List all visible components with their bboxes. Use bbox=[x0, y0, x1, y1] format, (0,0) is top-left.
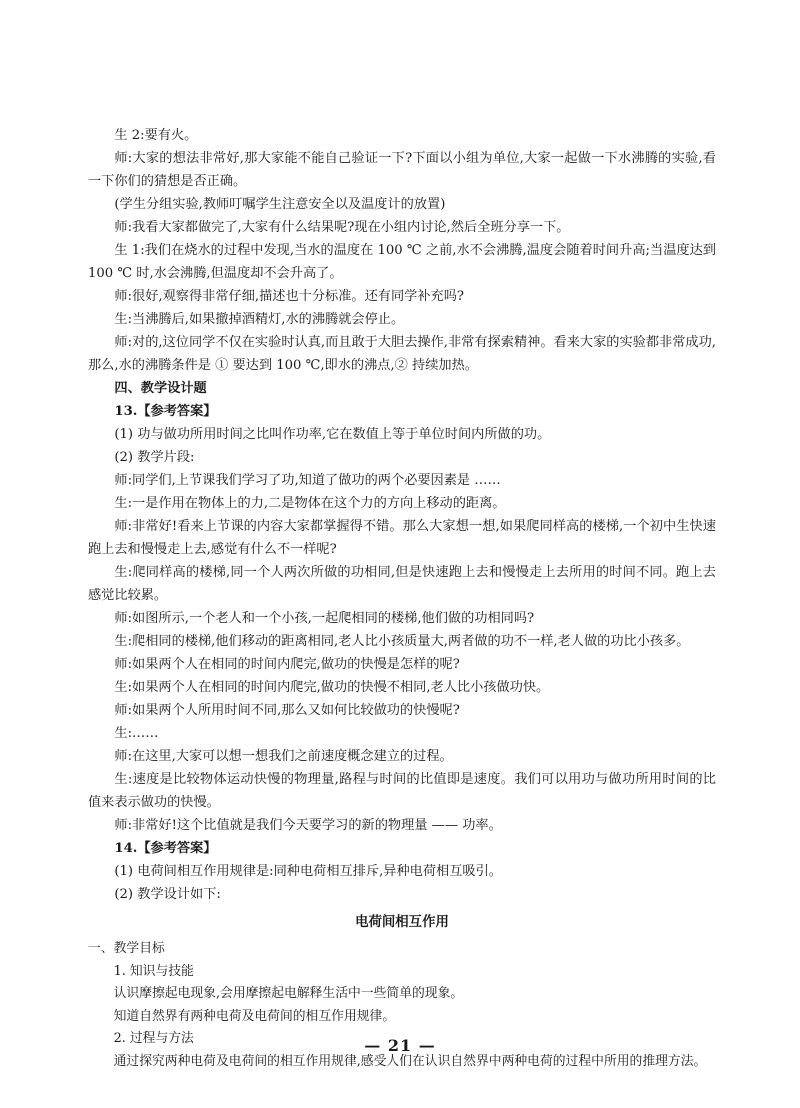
paragraph: 师:对的,这位同学不仅在实验时认真,而且敢于大胆去操作,非常有探索精神。看来大家的实验都非常成功,那么,水的沸腾条件是 ① 要达到 100 ℃,即水的沸点,② 持续加热。 bbox=[88, 335, 716, 373]
paragraph: 认识摩擦起电现象,会用摩擦起电解释生活中一些简单的现象。 bbox=[113, 986, 464, 1001]
paragraph: (学生分组实验,教师叮嘱学生注意安全以及温度计的放置) bbox=[114, 197, 446, 212]
paragraph: 生 2:要有火。 bbox=[114, 128, 198, 143]
paragraph: 生:如果两个人在相同的时间内爬完,做功的快慢不相同,老人比小孩做功快。 bbox=[114, 680, 550, 695]
paragraph: 生:当沸腾后,如果撤掉酒精灯,水的沸腾就会停止。 bbox=[114, 312, 405, 327]
question-14-title: 14.【参考答案】 bbox=[114, 841, 217, 856]
paragraph: 师:很好,观察得非常仔细,描述也十分标准。还有同学补充吗? bbox=[114, 289, 464, 304]
paragraph: (2) 教学设计如下: bbox=[114, 887, 221, 902]
paragraph: 师:如果两个人在相同的时间内爬完,做功的快慢是怎样的呢? bbox=[114, 657, 460, 672]
design-subheading: 1. 知识与技能 bbox=[113, 963, 194, 979]
section-title: 四、教学设计题 bbox=[114, 381, 207, 396]
paragraph: 生:爬相同的楼梯,他们移动的距离相同,老人比小孩质量大,两者做的功不一样,老人做的功比小孩多。 bbox=[114, 634, 690, 649]
question-13-title: 13.【参考答案】 bbox=[114, 404, 217, 419]
paragraph: (2) 教学片段: bbox=[114, 450, 195, 465]
paragraph: 生:速度是比较物体运动快慢的物理量,路程与时间的比值即是速度。我们可以用功与做功所用时间的比值来表示做功的快慢。 bbox=[88, 772, 716, 810]
paragraph: 师:如果两个人所用时间不同,那么又如何比较做功的快慢呢? bbox=[114, 703, 460, 718]
paragraph: 通过探究两种电荷及电荷间的相互作用规律,感受人们在认识自然界中两种电荷的过程中所用的推理方法。 bbox=[113, 1053, 707, 1069]
paragraph: 生 1:我们在烧水的过程中发现,当水的温度在 100 ℃ 之前,水不会沸腾,温度会随着时间升高;当温度达到 100 ℃ 时,水会沸腾,但温度却不会升高了。 bbox=[88, 243, 716, 281]
paragraph: 生:…… bbox=[114, 726, 159, 741]
paragraph: 生:爬同样高的楼梯,同一个人两次所做的功相同,但是快速跑上去和慢慢走上去所用的时间不同。跑上去感觉比较累。 bbox=[88, 565, 716, 603]
paragraph: 师:非常好!看来上节课的内容大家都掌握得不错。那么大家想一想,如果爬同样高的楼梯,一个初中生快速跑上去和慢慢走上去,感觉有什么不一样呢? bbox=[88, 519, 716, 557]
design-heading: 一、教学目标 bbox=[88, 941, 165, 956]
paragraph: 生:一是作用在物体上的力,二是物体在这个力的方向上移动的距离。 bbox=[114, 496, 506, 511]
design-subheading: 2. 过程与方法 bbox=[113, 1031, 194, 1046]
paragraph: 师:同学们,上节课我们学习了功,知道了做功的两个必要因素是 …… bbox=[114, 473, 501, 488]
design-title: 电荷间相互作用 bbox=[355, 914, 449, 930]
paragraph: 师:大家的想法非常好,那大家能不能自己验证一下?下面以小组为单位,大家一起做一下水沸腾的实验,看一下你们的猜想是否正确。 bbox=[88, 151, 716, 189]
paragraph: (1) 电荷间相互作用规律是:同种电荷相互排斥,异种电荷相互吸引。 bbox=[114, 864, 502, 879]
page-number: — 21 — bbox=[364, 1036, 436, 1055]
paragraph: 师:在这里,大家可以想一想我们之前速度概念建立的过程。 bbox=[114, 749, 453, 764]
paragraph: 师:非常好!这个比值就是我们今天要学习的新的物理量 —— 功率。 bbox=[114, 818, 502, 833]
paragraph: 知道自然界有两种电荷及电荷间的相互作用规律。 bbox=[113, 1008, 396, 1024]
page-content bbox=[88, 124, 716, 1073]
paragraph: 师:如图所示,一个老人和一个小孩,一起爬相同的楼梯,他们做的功相同吗? bbox=[114, 611, 535, 626]
paragraph: 师:我看大家都做完了,大家有什么结果呢?现在小组内讨论,然后全班分享一下。 bbox=[114, 220, 570, 235]
paragraph: (1) 功与做功所用时间之比叫作功率,它在数值上等于单位时间内所做的功。 bbox=[114, 427, 551, 442]
